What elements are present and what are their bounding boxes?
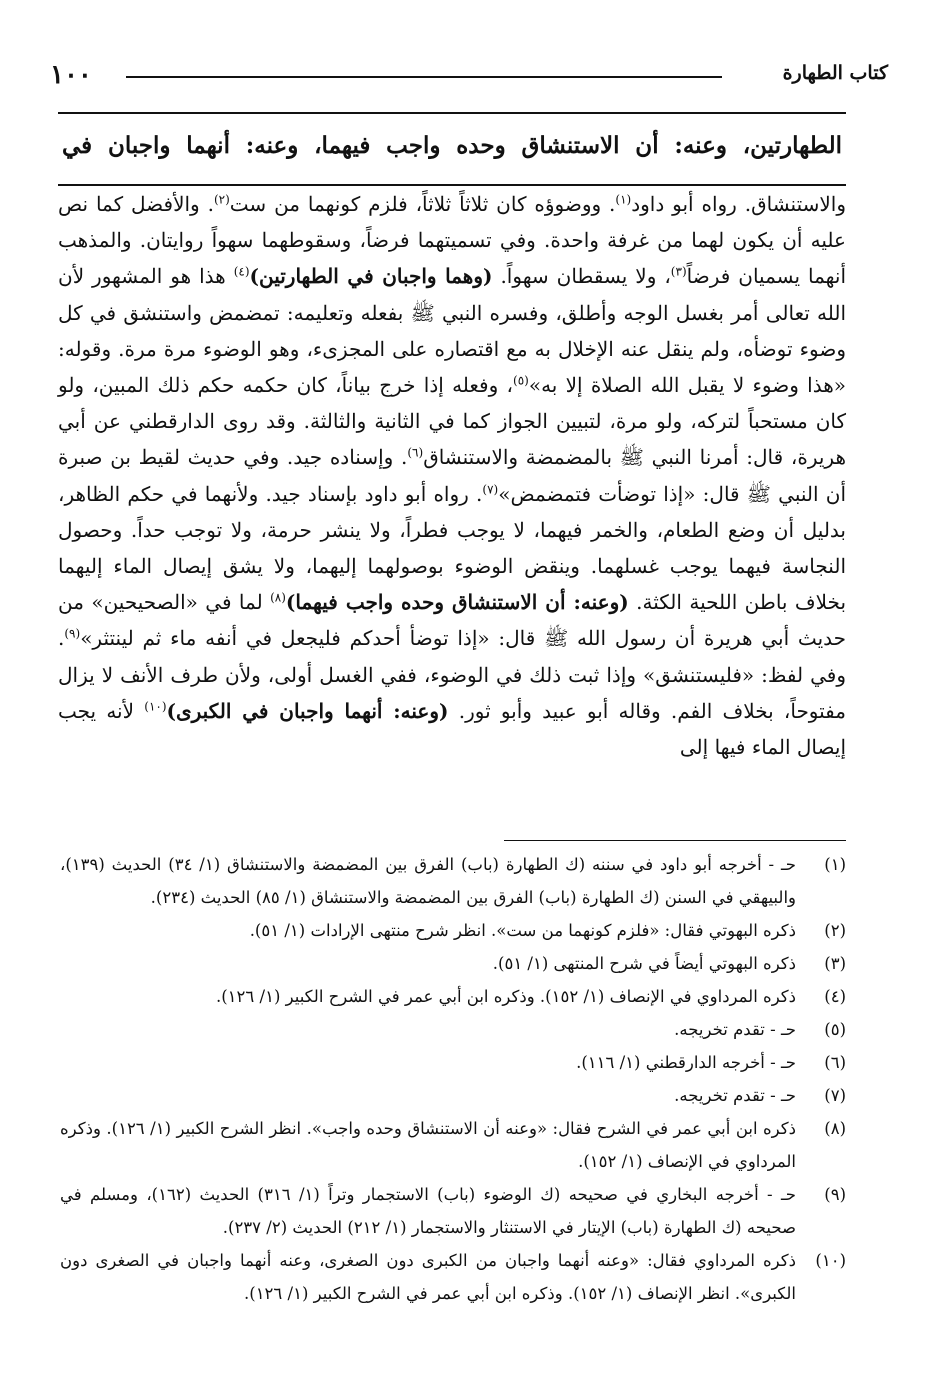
footnote-text: ذكره البهوتي أيضاً في شرح المنتهى (١/ ٥١). <box>492 954 796 973</box>
page-number: ١٠٠ <box>50 60 92 90</box>
footnote-text: حـ - أخرجه أبو داود في سننه (ك الطهارة (باب) الفرق بين المضمضة والاستنشاق (١/ ٣٤) الحديث (١٣٩)، والبيهقي في السنن (ك الطهارة (باب) الفرق بين المضمضة والاستنشاق (١/ ٨٥) الحديث (٢٣٤). <box>60 855 796 907</box>
footnote-ref: (٦) <box>407 445 424 460</box>
matn-text-line: الطهارتين، وعنه: أن الاستنشاق وحده واجب فيهما، وعنه: أنهما واجبان في <box>58 112 846 186</box>
matn-quote: (وهما واجبان في الطهارتين) <box>249 264 493 289</box>
footnote-ref: (٧) <box>482 481 499 496</box>
footnote-text: حـ - تقدم تخريجه. <box>674 1086 796 1105</box>
text-run: . رواه أبو داود بإسناد جيد. ولأنهما في حكم الظاهر، بدليل أن وضع الطعام، والخمر فيهما، لا يوجب فطراً، ولا ينشر حرمة، ولا توجب حداً. وحصول النجاسة فيهما يوجب غسلهما. وينقض الوضوء بوصولهما إليهما، ولا يشق إيصال الماء إليهما بخلاف باطن اللحية الكثة. <box>58 481 847 615</box>
footnote-number: (٩) <box>824 1185 846 1204</box>
footnote-text: ذكره البهوتي فقال: «فلزم كونهما من ست». انظر شرح منتهى الإرادات (١/ ٥١). <box>249 921 796 940</box>
footnote-text: ذكره ابن أبي عمر في الشرح فقال: «وعنه أن الاستنشاق وحده واجب». انظر الشرح الكبير (١/ ١٢٦). وذكره المرداوي في الإنصاف (١/ ١٥٢). <box>60 1119 796 1171</box>
text-run: ، وفعله إذا خرج بياناً، كان حكمه حكم ذلك المبين، ولو كان مستحباً لتركه، ولو مرة، لتبيين الجواز كما في الثانية والثالثة. وقد روى الدارقطني عن أبي هريرة، قال: أمرنا النبي ﷺ بالمضمضة والاستنشاق <box>58 373 846 470</box>
footnote-number: (٢) <box>824 921 846 940</box>
text-run: . ووضوؤه كان ثلاثاً ثلاثاً، فلزم كونهما من ست <box>229 192 616 216</box>
book-title: كتاب الطهارة <box>782 62 888 84</box>
footnote <box>60 947 846 980</box>
footnote-number: (١) <box>824 855 846 874</box>
footnote-text: حـ - أخرجه البخاري في صحيحه (ك الوضوء (باب) الاستجمار وتراً (١/ ٣١٦) الحديث (١٦٢)، ومسلم في صحيحه (ك الطهارة (باب) الإيتار في الاستنثار والاستجمار (١/ ٢١٢) الحديث (٢/ ٢٣٧). <box>60 1185 796 1237</box>
footnote <box>60 914 846 947</box>
footnote <box>60 1079 846 1112</box>
footnote-ref: (٣) <box>670 264 687 279</box>
commentary-text <box>58 186 846 765</box>
footnote-number: (٣) <box>824 954 846 973</box>
footnotes <box>60 848 846 1310</box>
footnote-number: (٥) <box>824 1020 846 1039</box>
text-run: والاستنشاق. رواه أبو داود <box>631 192 846 216</box>
text-run: . والأفضل كما نص عليه أن يكون لهما من غرفة واحدة. وفي تسميتهما فرضاً، وسقوطهما سهواً روايتان. والمذهب أنهما يسميان فرضاً <box>58 192 847 289</box>
footnote-text: حـ - أخرجه الدارقطني (١/ ١١٦). <box>576 1053 796 1072</box>
footnote <box>60 1244 846 1310</box>
text-run: ، ولا يسقطان سهواً. <box>500 264 671 289</box>
running-header <box>48 56 890 98</box>
footnote <box>60 980 846 1013</box>
footnote-ref: (٢) <box>213 192 230 207</box>
footnote <box>60 1112 846 1178</box>
footnote-ref: (١) <box>615 192 632 207</box>
footnote-ref: (٩) <box>64 626 81 641</box>
footnote-ref: (٨) <box>270 590 286 605</box>
text-run: لأنه يجب إيصال الماء فيها إلى <box>58 698 846 760</box>
footnote <box>60 1013 846 1046</box>
footnote-number: (٨) <box>824 1119 846 1138</box>
text-run: هذا هو المشهور لأن الله تعالى أمر بغسل الوجه وأطلق، وفسره النبي ﷺ بفعله وتعليمه: تمضمض واستنشق في كل وضوء توضأه، ولم ينقل عنه الإخلال به مع اقتصاره على المجزىء، وهو الوضوء مرة مرة. وقوله: «هذا وضوء لا يقبل الله الصلاة إلا به» <box>58 264 846 398</box>
footnote-divider <box>504 840 846 841</box>
footnote <box>60 1178 846 1244</box>
footnote-ref: (٥) <box>513 373 529 388</box>
text-run: لما في «الصحيحين» من حديث أبي هريرة أن رسول الله ﷺ قال: «إذا توضأ أحدكم فليجعل في أنفه ماء ثم لينتثر» <box>58 590 846 651</box>
text-run: . وإسناده جيد. وفي حديث لقيط بن صبرة أن النبي ﷺ قال: «إذا توضأت فتمضمض» <box>58 445 846 506</box>
footnote-ref: (٤) <box>233 264 250 279</box>
matn-quote: (وعنه: أنهما واجبان في الكبرى) <box>166 698 449 723</box>
header-rule <box>126 76 722 78</box>
footnote-number: (٤) <box>824 987 846 1006</box>
footnote-text: ذكره المرداوي فقال: «وعنه أنهما واجبان من الكبرى دون الصغرى، وعنه أنهما واجبان في الصغرى دون الكبرى». انظر الإنصاف (١/ ١٥٢). وذكره ابن أبي عمر في الشرح الكبير (١/ ١٢٦). <box>60 1251 796 1303</box>
footnote-ref: (١٠) <box>144 699 167 714</box>
text-run: . وفي لفظ: «فليستنشق» وإذا ثبت ذلك في الوضوء، ففي الغسل أولى، ولأن طرف الأنف لا يزال مفتوحاً، بخلاف الفم. وقاله أبو عبيد وأبو ثور. <box>58 626 847 723</box>
footnote-number: (٦) <box>824 1053 846 1072</box>
matn-quote: (وعنه: أن الاستنشاق وحده واجب فيهما) <box>285 590 629 615</box>
commentary-paragraph <box>58 186 846 765</box>
footnote-text: حـ - تقدم تخريجه. <box>674 1020 796 1039</box>
footnote-number: (٧) <box>824 1086 846 1105</box>
footnote-number: (١٠) <box>815 1251 846 1270</box>
footnote <box>60 848 846 914</box>
footnote-text: ذكره المرداوي في الإنصاف (١/ ١٥٢). وذكره ابن أبي عمر في الشرح الكبير (١/ ١٢٦). <box>215 987 796 1006</box>
footnote <box>60 1046 846 1079</box>
